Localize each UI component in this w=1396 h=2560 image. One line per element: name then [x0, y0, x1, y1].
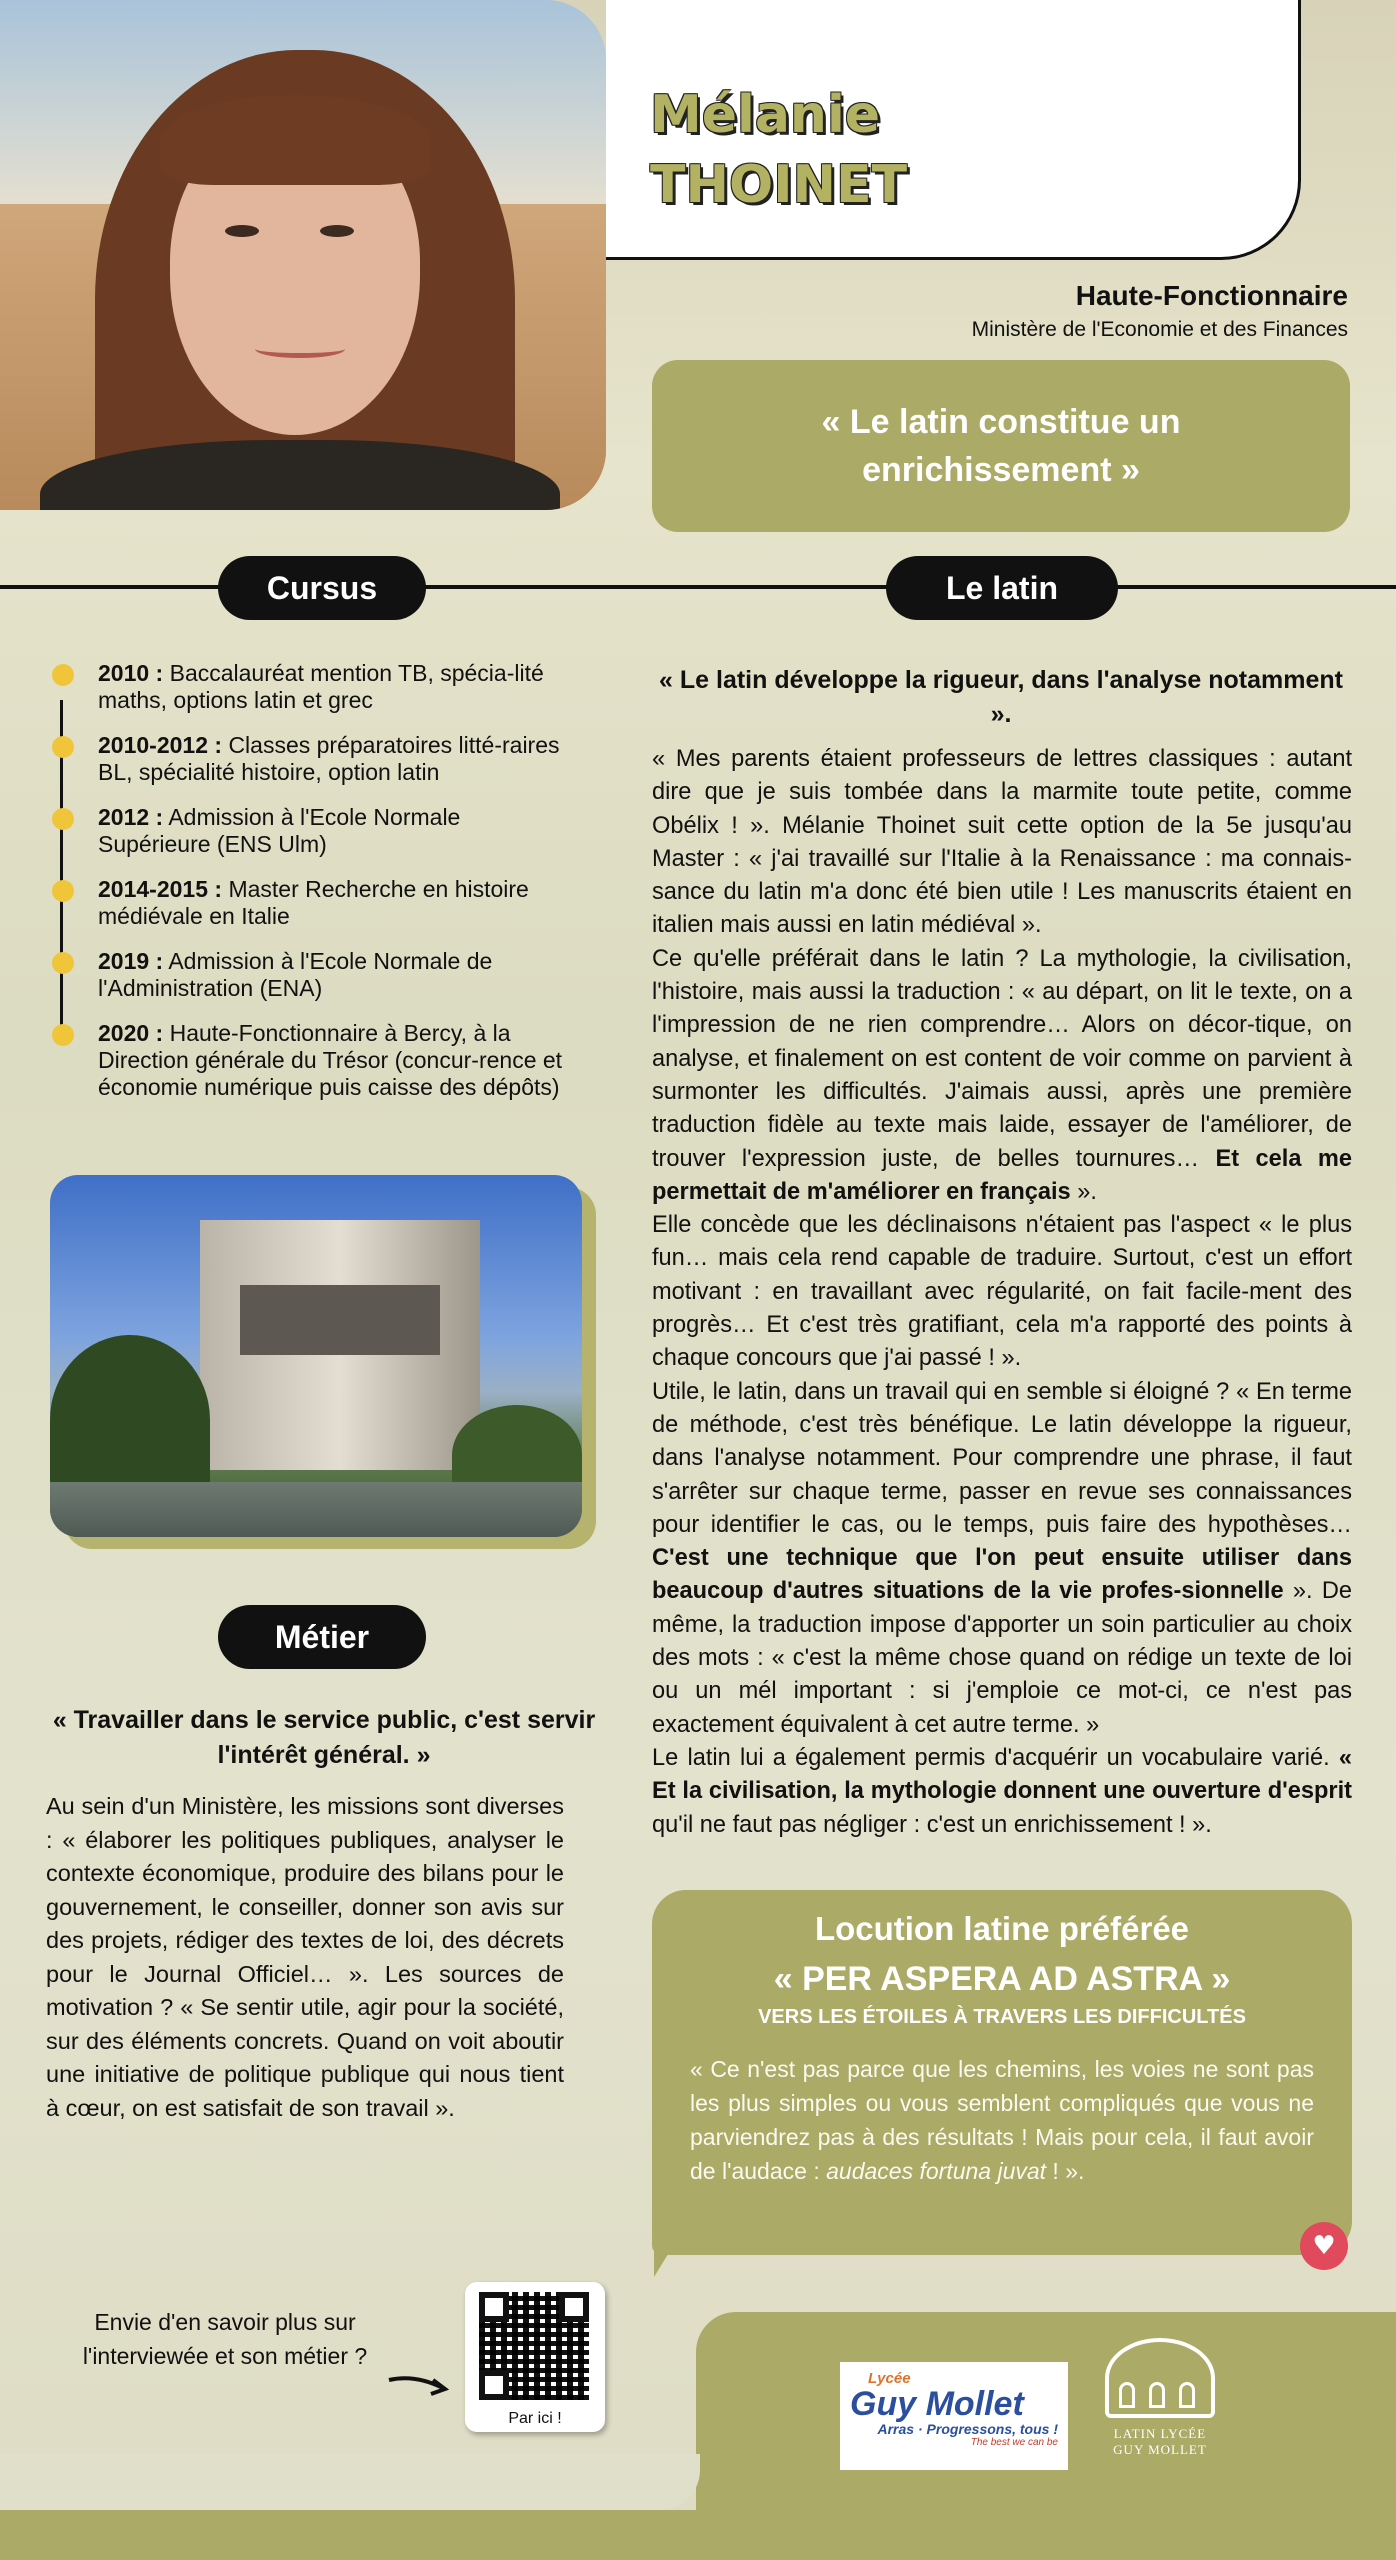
arrow-icon	[385, 2372, 455, 2402]
cursus-item: 2010-2012 : Classes préparatoires litté-raires BL, spécialité histoire, option latin	[48, 732, 568, 786]
bullet-dot	[52, 952, 74, 974]
cursus-item: 2012 : Admission à l'Ecole Normale Supérieure (ENS Ulm)	[48, 804, 568, 858]
cursus-item: 2014-2015 : Master Recherche en histoire médiévale en Italie	[48, 876, 568, 930]
lycee-guy-mollet-logo: Lycée Guy Mollet Arras · Progressons, tous ! The best we can be	[840, 2362, 1068, 2470]
headline-quote: « Le latin constitue un enrichissement »	[652, 360, 1350, 532]
latin-paragraph: Utile, le latin, dans un travail qui en semble si éloigné ? « En terme de méthode, c'est très bénéfique. Le latin développe la rigueur, dans l'analyse notamment. Pour comprendre une phrase, il faut s'arrêter sur chaque terme, passer en revue ses connaissances pour identifier le cas, ou le temps, puis faire des hypothèses… C'est une technique que l'on peut ensuite utiliser dans beaucoup d'autres situations de la vie profes-sionnelle ». De même, la traduction impose d'apporter un soin particulier au choix des mots : « c'est la même chose quand on rédige un texte de loi ou un mél important : si j'emploie ce mot-ci, ce n'est pas exactement équivalent à cet autre terme. »	[652, 1378, 1352, 1738]
bullet-dot	[52, 1024, 74, 1046]
latin-paragraph: Elle concède que les déclinaisons n'étaient pas l'aspect « le plus fun… mais cela rend capable de traduire. Surtout, c'est un effort motivant : en travaillant avec régularité, on fait facile-ment des progrès… Et c'est très gratifiant, cela m'a rapporté des points à chaque concours que j'ai passé ! ».	[652, 1212, 1352, 1372]
locution-title: Locution latine préférée	[814, 1910, 1190, 1947]
latin-paragraph: Ce qu'elle préférait dans le latin ? La mythologie, la civilisation, l'histoire, mais aussi la traduction : « au départ, on lit le texte, on a l'impression de ne rien comprendre… Alors on décor-tique, on analyse, et finalement on est content de voir comme on parvient à surmonter les difficultés. J'aimais aussi, après une première traduction fidèle au texte mais laide, essayer de l'améliorer, de trouver l'expression juste, de belles tournures… Et cela me permettait de m'améliorer en français ».	[652, 945, 1352, 1205]
locution-motto: « PER ASPERA AD ASTRA »	[773, 1960, 1231, 1998]
cursus-item: 2019 : Admission à l'Ecole Normale de l'Administration (ENA)	[48, 948, 568, 1002]
latin-quote: « Le latin développe la rigueur, dans l'analyse notamment ».	[659, 666, 1343, 728]
cursus-list	[48, 660, 568, 1119]
latin-paragraph: Le latin lui a également permis d'acquérir un vocabulaire varié. « Et la civilisation, la mythologie donnent une ouverture d'esprit qu'il ne faut pas négliger : c'est un enrichissement ! ».	[652, 1744, 1352, 1838]
bullet-dot	[52, 880, 74, 902]
job-title: Haute-Fonctionnaire	[1075, 280, 1348, 311]
favorite-locution-box	[652, 1890, 1352, 2255]
footer-left-area	[0, 2454, 700, 2510]
building-photo	[50, 1175, 582, 1537]
qr-label: Par ici !	[508, 2410, 562, 2427]
heart-icon[interactable]: ♥	[1300, 2222, 1348, 2270]
bullet-dot	[52, 736, 74, 758]
latin-paragraph: « Mes parents étaient professeurs de lettres classiques : autant dire que je suis tombée dans la marmite toute petite, comme Obélix ! ». Mélanie Thoinet suit cette option de la 5e jusqu'au Master : « j'ai travaillé sur l'Italie à la Renaissance : ma connais-sance du latin m'a donc été bien utile ! Les manuscrits étaient en italien mais aussi en latin médiéval ».	[652, 746, 1352, 939]
section-heading-latin: Le latin	[886, 556, 1118, 620]
person-name: Mélanie THOINET	[650, 85, 908, 215]
colosseum-icon	[1105, 2338, 1215, 2418]
section-heading-cursus: Cursus	[218, 556, 426, 620]
section-heading-metier: Métier	[218, 1605, 426, 1669]
bullet-dot	[52, 664, 74, 686]
locution-translation: VERS LES ÉTOILES À TRAVERS LES DIFFICULTÉS	[758, 2006, 1246, 2028]
learn-more-text: Envie d'en savoir plus sur l'interviewée et son métier ?	[82, 2309, 368, 2369]
locution-body: « Ce n'est pas parce que les chemins, les voies ne sont pas les plus simples ou vous semblent compliqués que vous ne parviendrez pas à des résultats ! Mais pour cela, il faut avoir de l'audace : audaces fortuna juvat ! ».	[690, 2056, 1314, 2184]
metier-quote: « Travailler dans le service public, c'est servir l'intérêt général. »	[52, 1706, 596, 1769]
metier-body: Au sein d'un Ministère, les missions sont diverses : « élaborer les politiques publiques, analyser le contexte économique, produire des bilans pour le gouvernement, le conseiller, donner son avis sur des projets, rédiger des textes de loi, des décrets pour le Journal Officiel… ». Les sources de motivation ? « Se sentir utile, agir pour la société, sur des éléments concrets. Quand on voit aboutir une initiative de politique publique qui nous tient à cœur, on est satisfait de son travail ».	[46, 1793, 564, 2121]
portrait-photo	[0, 0, 606, 510]
latin-lycee-logo: LATIN LYCÉE GUY MOLLET	[1100, 2338, 1220, 2478]
section-divider	[0, 585, 1396, 589]
footer-band	[0, 2510, 1396, 2560]
bullet-dot	[52, 808, 74, 830]
latin-body	[652, 743, 1352, 1842]
cursus-item: 2020 : Haute-Fonctionnaire à Bercy, à la Direction générale du Trésor (concur-rence et économie numérique puis caisse des dépôts)	[48, 1020, 568, 1101]
cursus-item: 2010 : Baccalauréat mention TB, spécia-lité maths, options latin et grec	[48, 660, 568, 714]
job-organization: Ministère de l'Economie et des Finances	[971, 318, 1348, 341]
